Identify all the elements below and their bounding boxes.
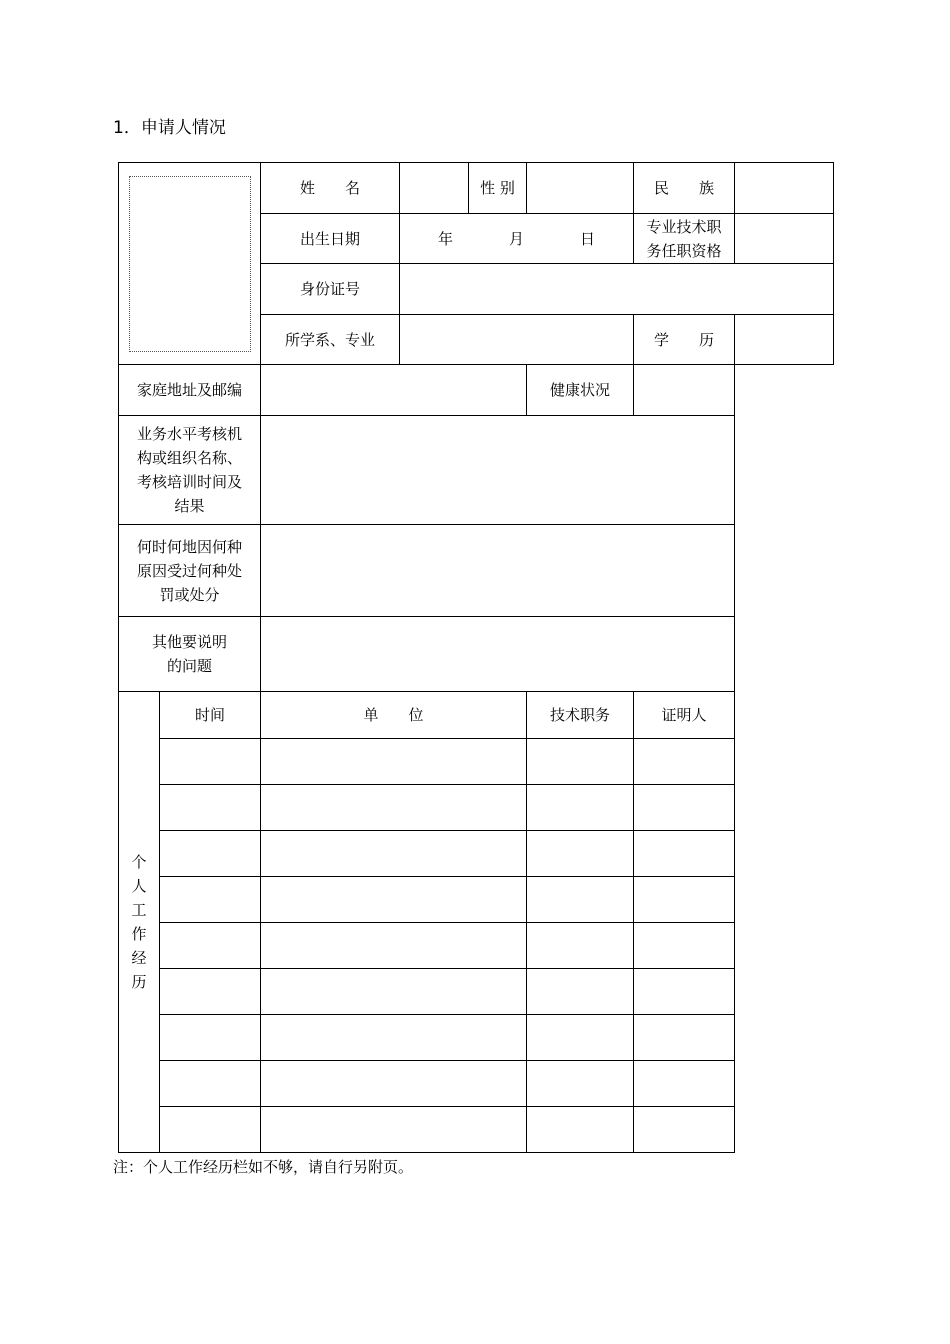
work-history-row xyxy=(119,739,834,785)
work-position-cell[interactable] xyxy=(527,739,634,785)
work-unit-cell[interactable] xyxy=(261,1015,527,1061)
other-line-1: 其他要说明 xyxy=(151,633,227,651)
work-witness-cell[interactable] xyxy=(634,969,735,1015)
work-time-cell[interactable] xyxy=(160,831,261,877)
other-line-2: 的问题 xyxy=(166,657,212,675)
work-witness-cell[interactable] xyxy=(634,923,735,969)
photo-placeholder[interactable] xyxy=(129,176,251,352)
col-header-position: 技术职务 xyxy=(527,692,634,739)
work-history-row xyxy=(119,877,834,923)
work-history-row xyxy=(119,1061,834,1107)
id-number-label: 身份证号 xyxy=(261,264,400,315)
work-history-row xyxy=(119,831,834,877)
work-witness-cell[interactable] xyxy=(634,739,735,785)
punishment-line-2: 原因受过何种处 xyxy=(136,561,242,580)
side-char-1: 个 xyxy=(131,853,147,871)
work-position-cell[interactable] xyxy=(527,969,634,1015)
title-qualification-label xyxy=(634,214,735,264)
date-month-label: 月 xyxy=(508,229,524,248)
work-history-row xyxy=(119,969,834,1015)
work-unit-cell[interactable] xyxy=(261,969,527,1015)
work-time-cell[interactable] xyxy=(160,969,261,1015)
work-unit-cell[interactable] xyxy=(261,923,527,969)
gender-value[interactable] xyxy=(527,163,634,214)
work-unit-cell[interactable] xyxy=(261,739,527,785)
name-label: 姓 名 xyxy=(261,163,400,214)
work-time-cell[interactable] xyxy=(160,877,261,923)
title-qualification-value[interactable] xyxy=(735,214,834,264)
work-witness-cell[interactable] xyxy=(634,1061,735,1107)
work-witness-cell[interactable] xyxy=(634,785,735,831)
other-issues-label xyxy=(119,617,261,692)
punishment-label xyxy=(119,525,261,617)
birth-date-value[interactable] xyxy=(400,214,634,264)
home-address-label: 家庭地址及邮编 xyxy=(119,365,261,416)
title-line-1: 专业技术职 xyxy=(646,217,722,236)
applicant-form-table xyxy=(118,162,834,1153)
name-value[interactable] xyxy=(400,163,469,214)
side-char-2: 人 xyxy=(131,877,147,895)
punishment-line-1: 何时何地因何种 xyxy=(136,537,242,556)
work-position-cell[interactable] xyxy=(527,1107,634,1153)
work-position-cell[interactable] xyxy=(527,877,634,923)
work-history-row xyxy=(119,1015,834,1061)
date-year-label: 年 xyxy=(437,229,453,248)
work-position-cell[interactable] xyxy=(527,1061,634,1107)
work-unit-cell[interactable] xyxy=(261,831,527,877)
health-label: 健康状况 xyxy=(527,365,634,416)
department-major-label: 所学系、专业 xyxy=(261,315,400,365)
health-value[interactable] xyxy=(634,365,735,416)
punishment-value[interactable] xyxy=(261,525,735,617)
work-position-cell[interactable] xyxy=(527,1015,634,1061)
work-unit-cell[interactable] xyxy=(261,1061,527,1107)
work-history-side-label xyxy=(119,692,160,1153)
education-label: 学 历 xyxy=(634,315,735,365)
assessment-line-3: 考核培训时间及 xyxy=(136,473,242,491)
department-major-value[interactable] xyxy=(400,315,634,365)
work-position-cell[interactable] xyxy=(527,785,634,831)
other-issues-value[interactable] xyxy=(261,617,735,692)
work-history-row xyxy=(119,785,834,831)
work-position-cell[interactable] xyxy=(527,831,634,877)
work-time-cell[interactable] xyxy=(160,785,261,831)
id-number-value[interactable] xyxy=(400,264,834,315)
education-value[interactable] xyxy=(735,315,834,365)
work-witness-cell[interactable] xyxy=(634,831,735,877)
work-unit-cell[interactable] xyxy=(261,785,527,831)
work-time-cell[interactable] xyxy=(160,1015,261,1061)
work-time-cell[interactable] xyxy=(160,1107,261,1153)
side-char-5: 经 xyxy=(131,949,147,967)
side-char-4: 作 xyxy=(131,925,147,943)
ethnicity-value[interactable] xyxy=(735,163,834,214)
work-position-cell[interactable] xyxy=(527,923,634,969)
side-char-6: 历 xyxy=(131,973,147,991)
assessment-line-2: 构或组织名称、 xyxy=(136,449,242,467)
work-time-cell[interactable] xyxy=(160,923,261,969)
date-day-label: 日 xyxy=(579,229,595,248)
birth-date-label: 出生日期 xyxy=(261,214,400,264)
work-time-cell[interactable] xyxy=(160,739,261,785)
col-header-witness: 证明人 xyxy=(634,692,735,739)
assessment-line-1: 业务水平考核机 xyxy=(136,425,242,443)
title-line-2: 务任职资格 xyxy=(646,241,722,260)
work-witness-cell[interactable] xyxy=(634,877,735,923)
assessment-line-4: 结果 xyxy=(174,497,205,515)
work-witness-cell[interactable] xyxy=(634,1015,735,1061)
home-address-value[interactable] xyxy=(261,365,527,416)
work-history-row xyxy=(119,1107,834,1153)
footnote: 注：个人工作经历栏如不够，请自行另附页。 xyxy=(113,1158,414,1176)
col-header-unit: 单 位 xyxy=(261,692,527,739)
section-title: 1．申请人情况 xyxy=(113,118,226,138)
ethnicity-label: 民 族 xyxy=(634,163,735,214)
photo-cell[interactable] xyxy=(119,163,261,365)
assessment-label xyxy=(119,416,261,525)
gender-label: 性 别 xyxy=(469,163,527,214)
work-time-cell[interactable] xyxy=(160,1061,261,1107)
assessment-value[interactable] xyxy=(261,416,735,525)
col-header-time: 时间 xyxy=(160,692,261,739)
work-unit-cell[interactable] xyxy=(261,877,527,923)
work-unit-cell[interactable] xyxy=(261,1107,527,1153)
work-history-row xyxy=(119,923,834,969)
work-witness-cell[interactable] xyxy=(634,1107,735,1153)
punishment-line-3: 罚或处分 xyxy=(159,585,220,604)
side-char-3: 工 xyxy=(131,901,147,919)
